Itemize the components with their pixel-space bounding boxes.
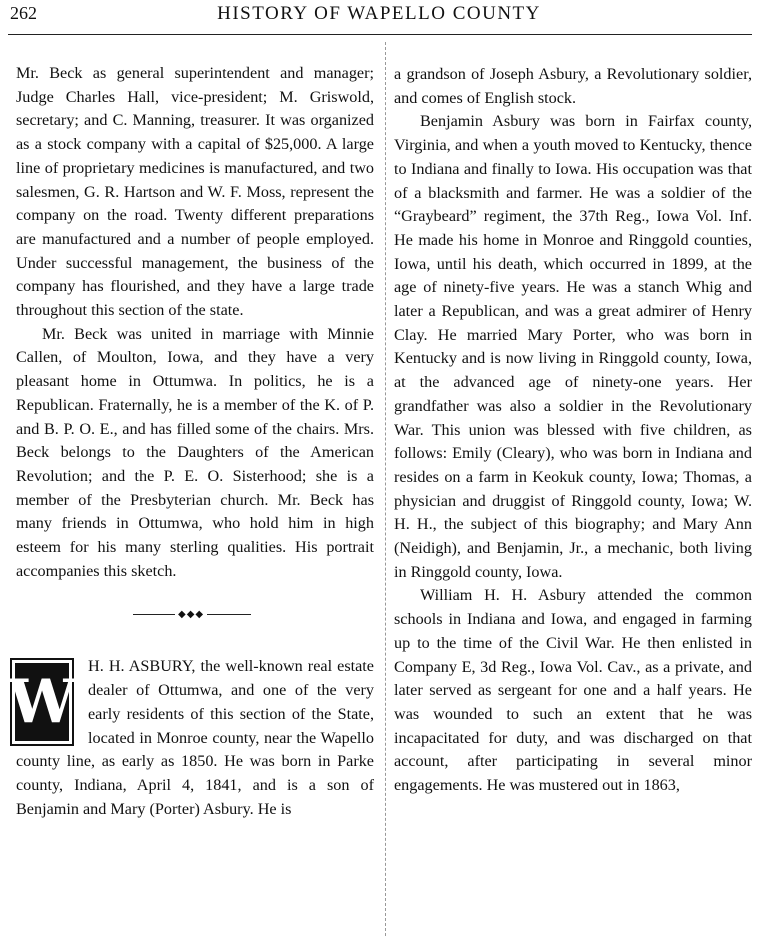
beck-paragraph-continued: Mr. Beck as general superintendent and manager; Judge Charles Hall, vice-president; M. Griswold, secretary; and C. Manning, treasurer. It was organized as a stock company with a capital of $25,000. A large line of proprietary medicines is manufactured, and two salesmen, G. R. Hartson and W. F. Moss, represent the company on the road. Twenty different preparations are manufactured and a number of people employed. Under successful management, the business of the company has flourished, and they have a large trade throughout this section of the state. [16, 64, 374, 320]
benjamin-asbury-paragraph: Benjamin Asbury was born in Fairfax county, Virginia, and when a youth moved to Kentucky, thence to Indiana and finally to Iowa. His occupation was that of a blacksmith and farmer. He was a soldier of the “Graybeard” regiment, the 37th Reg., Iowa Vol. Inf. He made his home in Monroe and Ringgold counties, Iowa, until his death, which occurred in 1899, at the age of ninety-five years. He was a stanch Whig and later a Republican, and was a great admirer of Henry Clay. He married Mary Porter, who was born in Kentucky and is now living in Ringgold county, Iowa, at the advanced age of ninety-one years. Her grandfather was also a soldier in the Revolutionary War. This union was blessed with five children, as follows: Emily (Cleary), who was born in Indiana and resides on a farm in Keokuk county, Iowa; Thomas, a physician and druggist of Ringgold county, Iowa; W. H. H., the subject of this biography; and Mary Ann (Neidigh), and Benjamin, Jr., a mechanic, both living in Ringgold county, Iowa. [394, 112, 752, 581]
running-head: HISTORY OF WAPELLO COUNTY [217, 3, 541, 24]
beck-marriage-paragraph: Mr. Beck was united in marriage with Minnie Callen, of Moulton, Iowa, and they have a very pleasant home in Ottumwa. In politics, he is a Republican. Fraternally, he is a member of the K. of P. and B. P. O. E., and has filled some of the chairs. Mrs. Beck belongs to the Daughters of the American Revolution; and the P. E. O. Sisterhood; she is a member of the Presbyterian church. Mr. Beck has many friends in Ottumwa, who hold him in high esteem for his many sterling qualities. His portrait accompanies this sketch. [16, 324, 374, 580]
dropcap-initial: W [10, 658, 74, 746]
right-column [394, 63, 752, 940]
column-divider [385, 42, 386, 936]
left-column [8, 62, 374, 940]
william-asbury-paragraph: William H. H. Asbury attended the common schools in Indiana and Iowa, and engaged in farming up to the time of the Civil War. He then enlisted in Company E, 3d Reg., Iowa Vol. Cav., as a private, and later served as sergeant for one and a half years. He was wounded to such an extent that he was incapacitated for duty, and was discharged on that account, after participating in several minor engagements. He was mustered out in 1863, [394, 586, 752, 795]
ornament-mark: ◆◆◆ [175, 603, 207, 627]
header-rule [8, 34, 752, 35]
page-number: 262 [10, 3, 37, 23]
asbury-intro-paragraph: H. H. ASBURY, the well-known real estate dealer of Ottumwa, and one of the very early residents of this section of the State, located in Monroe county, near the Wapello county line, as early as 1850. He was born in Parke county, Indiana, April 4, 1841, and is a son of Benjamin and Mary (Porter) Asbury. He is [16, 657, 374, 818]
section-ornament [16, 583, 374, 641]
asbury-section [8, 655, 374, 821]
asbury-lineage-paragraph: a grandson of Joseph Asbury, a Revolutionary soldier, and comes of English stock. [394, 65, 752, 107]
